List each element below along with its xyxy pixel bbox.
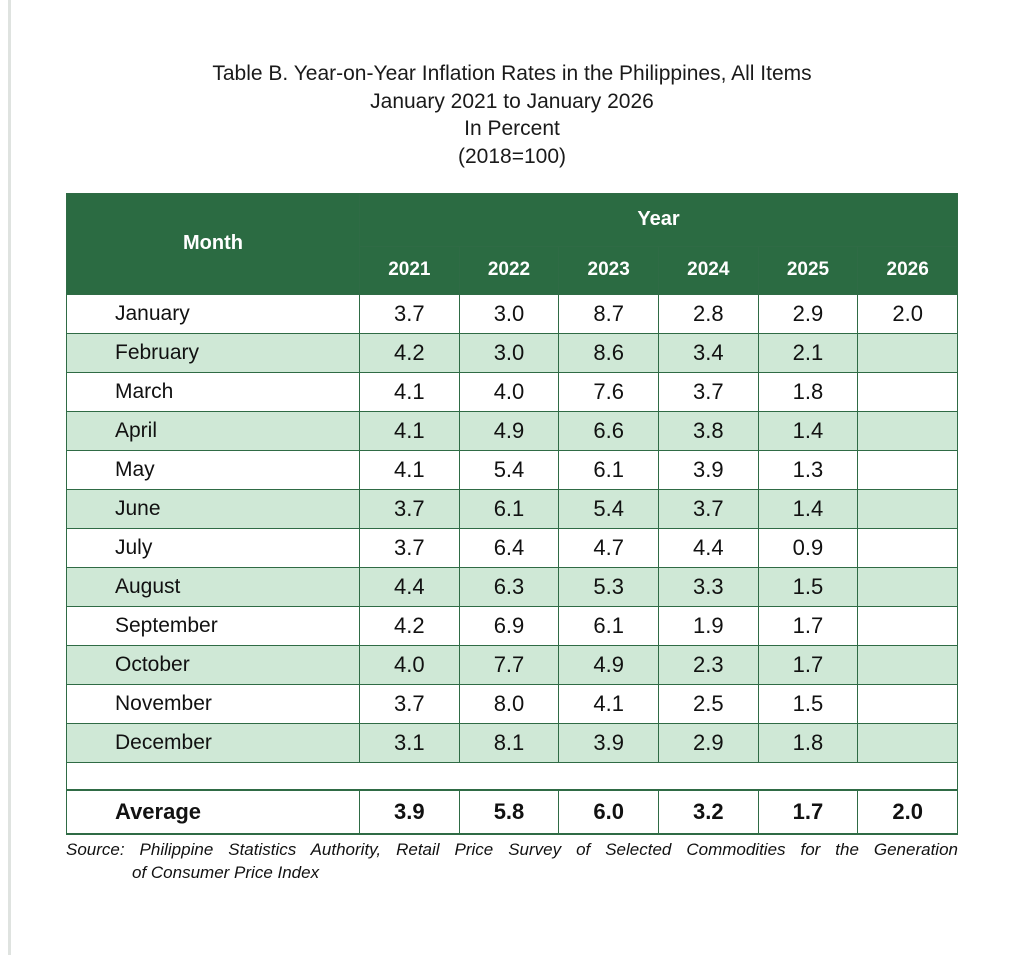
cell-average-label: Average [67,790,360,834]
cell-2025: 1.4 [758,489,858,528]
source-line-1: Source: Philippine Statistics Authority, Retail Price Survey of Selected Commodities for the Generation [66,839,958,859]
column-header-2021: 2021 [360,246,460,294]
cell-2023: 6.1 [559,606,659,645]
cell-average-2026: 2.0 [858,790,958,834]
cell-2021: 4.2 [360,333,460,372]
title-line-4: (2018=100) [457,145,566,169]
cell-2023: 6.6 [559,411,659,450]
table-header [67,193,958,294]
cell-month: April [67,411,360,450]
cell-2024: 3.7 [658,489,758,528]
table-row [67,411,958,450]
cell-2025: 2.1 [758,333,858,372]
cell-average-2023: 6.0 [559,790,659,834]
cell-2025: 1.5 [758,567,858,606]
cell-2023: 4.1 [559,684,659,723]
cell-2023: 8.7 [559,294,659,333]
cell-2021: 4.1 [360,411,460,450]
cell-2021: 4.0 [360,645,460,684]
cell-2026 [858,333,958,372]
cell-2026 [858,372,958,411]
cell-2022: 3.0 [459,294,559,333]
cell-2021: 4.4 [360,567,460,606]
cell-2022: 5.4 [459,450,559,489]
cell-2025: 1.3 [758,450,858,489]
cell-2021: 3.1 [360,723,460,762]
cell-2021: 3.7 [360,528,460,567]
table-row [67,372,958,411]
cell-2025: 0.9 [758,528,858,567]
column-header-2026: 2026 [858,246,958,294]
cell-2026 [858,606,958,645]
cell-2023: 7.6 [559,372,659,411]
table-row [67,567,958,606]
cell-2023: 5.3 [559,567,659,606]
cell-2022: 6.3 [459,567,559,606]
cell-2021: 3.7 [360,684,460,723]
cell-2025: 1.8 [758,723,858,762]
cell-2022: 6.4 [459,528,559,567]
cell-2024: 3.7 [658,372,758,411]
cell-2022: 6.9 [459,606,559,645]
table-row [67,489,958,528]
cell-2024: 3.8 [658,411,758,450]
cell-average-2025: 1.7 [758,790,858,834]
title-line-3: In Percent [464,117,560,141]
cell-average-2021: 3.9 [360,790,460,834]
cell-month: January [67,294,360,333]
table-row [67,684,958,723]
cell-month: September [67,606,360,645]
cell-2022: 8.0 [459,684,559,723]
table-row [67,645,958,684]
column-header-2023: 2023 [559,246,659,294]
table-container [66,193,958,835]
spacer-cell [67,762,958,790]
cell-2024: 4.4 [658,528,758,567]
inflation-rates-table [66,193,958,835]
cell-2021: 4.1 [360,450,460,489]
title-line-1: Table B. Year-on-Year Inflation Rates in the Philippines, All Items [212,62,812,85]
cell-2021: 4.2 [360,606,460,645]
cell-2025: 1.5 [758,684,858,723]
cell-2023: 4.7 [559,528,659,567]
table-title [0,0,1024,171]
page-left-rule [8,0,11,955]
cell-2023: 8.6 [559,333,659,372]
cell-2021: 4.1 [360,372,460,411]
cell-2021: 3.7 [360,489,460,528]
cell-month: March [67,372,360,411]
cell-2026 [858,684,958,723]
column-header-year-group: Year [360,193,958,246]
cell-month: December [67,723,360,762]
cell-2026 [858,645,958,684]
cell-2024: 3.4 [658,333,758,372]
column-header-2022: 2022 [459,246,559,294]
cell-2026 [858,528,958,567]
cell-month: August [67,567,360,606]
cell-2025: 1.7 [758,606,858,645]
cell-2024: 2.9 [658,723,758,762]
header-row-top [67,193,958,246]
cell-2024: 2.5 [658,684,758,723]
cell-month: February [67,333,360,372]
table-row [67,333,958,372]
column-header-month: Month [67,193,360,294]
cell-2024: 2.3 [658,645,758,684]
cell-2026 [858,489,958,528]
cell-2024: 2.8 [658,294,758,333]
cell-2024: 3.9 [658,450,758,489]
cell-2022: 7.7 [459,645,559,684]
cell-2023: 6.1 [559,450,659,489]
table-spacer-row [67,762,958,790]
cell-2026 [858,567,958,606]
table-row [67,450,958,489]
cell-2025: 2.9 [758,294,858,333]
cell-month: June [67,489,360,528]
table-row [67,606,958,645]
table-row [67,723,958,762]
cell-2026 [858,723,958,762]
title-line-2: January 2021 to January 2026 [370,89,654,113]
cell-2022: 4.9 [459,411,559,450]
cell-2025: 1.8 [758,372,858,411]
cell-2024: 3.3 [658,567,758,606]
cell-average-2022: 5.8 [459,790,559,834]
cell-2025: 1.4 [758,411,858,450]
source-line-2: of Consumer Price Index [132,862,320,882]
cell-2026 [858,450,958,489]
cell-2025: 1.7 [758,645,858,684]
cell-2021: 3.7 [360,294,460,333]
table-body [67,294,958,834]
cell-2022: 3.0 [459,333,559,372]
cell-2022: 4.0 [459,372,559,411]
cell-2023: 4.9 [559,645,659,684]
cell-2022: 8.1 [459,723,559,762]
cell-2023: 5.4 [559,489,659,528]
cell-month: October [67,645,360,684]
table-row [67,528,958,567]
cell-month: November [67,684,360,723]
cell-2023: 3.9 [559,723,659,762]
table-average-row [67,790,958,834]
cell-2024: 1.9 [658,606,758,645]
cell-2026 [858,411,958,450]
source-note [66,839,958,885]
column-header-2025: 2025 [758,246,858,294]
cell-average-2024: 3.2 [658,790,758,834]
cell-month: May [67,450,360,489]
table-row [67,294,958,333]
cell-2022: 6.1 [459,489,559,528]
cell-2026: 2.0 [858,294,958,333]
cell-month: July [67,528,360,567]
column-header-2024: 2024 [658,246,758,294]
